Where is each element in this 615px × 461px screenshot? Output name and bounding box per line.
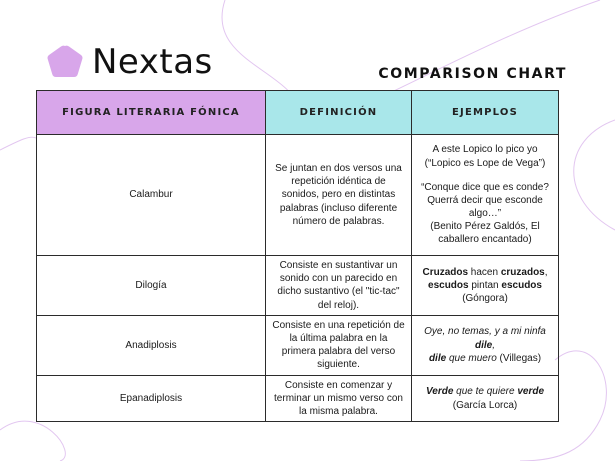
examples-cell — [412, 375, 559, 422]
table-row — [37, 256, 559, 316]
example-word: Cruzados — [422, 266, 469, 278]
page-title: COMPARISON CHART — [378, 66, 567, 82]
examples-cell — [412, 135, 559, 256]
example-text: , — [544, 266, 548, 278]
figure-name: Dilogía — [37, 256, 266, 316]
figure-name: Calambur — [37, 135, 266, 256]
example-text: , — [492, 339, 495, 351]
example-word: dile — [474, 339, 493, 351]
example-line: Oye, no temas, y a mi ninfa — [424, 326, 546, 338]
example-source: (Benito Pérez Galdós, El caballero encantado) — [430, 221, 540, 246]
example-line: A este Lopico lo pico yo — [432, 144, 538, 156]
column-header-figure: FIGURA LITERARIA FÓNICA — [37, 91, 266, 135]
example-quote: “Conque dice que es conde? Querrá decir que esconde algo…” — [421, 181, 549, 220]
example-text: pintan — [468, 279, 502, 291]
brand-name: Nextas — [92, 42, 213, 82]
figure-name: Epanadiplosis — [37, 375, 266, 422]
examples-cell — [412, 256, 559, 316]
example-line: (“Lopico es Lope de Vega”) — [424, 157, 546, 169]
figure-name: Anadiplosis — [37, 315, 266, 375]
example-word: escudos — [428, 279, 469, 291]
example-word: verde — [517, 386, 545, 398]
example-word: escudos — [501, 279, 542, 291]
example-text: que muero — [446, 352, 497, 364]
pentagon-icon — [46, 44, 84, 80]
example-source: (Góngora) — [462, 292, 508, 304]
examples-cell — [412, 315, 559, 375]
definition-cell: Consiste en una repetición de la última palabra en la primera palabra del verso siguiente. — [266, 315, 412, 375]
table-header-row — [37, 91, 559, 135]
column-header-definition: DEFINICIÓN — [266, 91, 412, 135]
definition-cell: Se juntan en dos versos una repetición idéntica de sonidos, pero en distintas palabras (incluso diferente número de palabras. — [266, 135, 412, 256]
column-header-examples: EJEMPLOS — [412, 91, 559, 135]
example-text: hacen — [468, 266, 501, 278]
example-source: (García Lorca) — [452, 399, 518, 411]
brand-logo — [46, 44, 84, 80]
definition-cell: Consiste en sustantivar un sonido con un parecido en dicho sustantivo (el "tic-tac" del reloj). — [266, 256, 412, 316]
table-row — [37, 375, 559, 422]
example-text: que te quiere — [453, 386, 518, 398]
example-word: cruzados — [500, 266, 545, 278]
table-row — [37, 315, 559, 375]
example-source: (Villegas) — [496, 352, 542, 364]
comparison-table — [36, 90, 559, 422]
definition-cell: Consiste en comenzar y terminar un mismo verso con la misma palabra. — [266, 375, 412, 422]
table-row — [37, 135, 559, 256]
example-word: Verde — [425, 386, 454, 398]
example-word: dile — [428, 352, 447, 364]
